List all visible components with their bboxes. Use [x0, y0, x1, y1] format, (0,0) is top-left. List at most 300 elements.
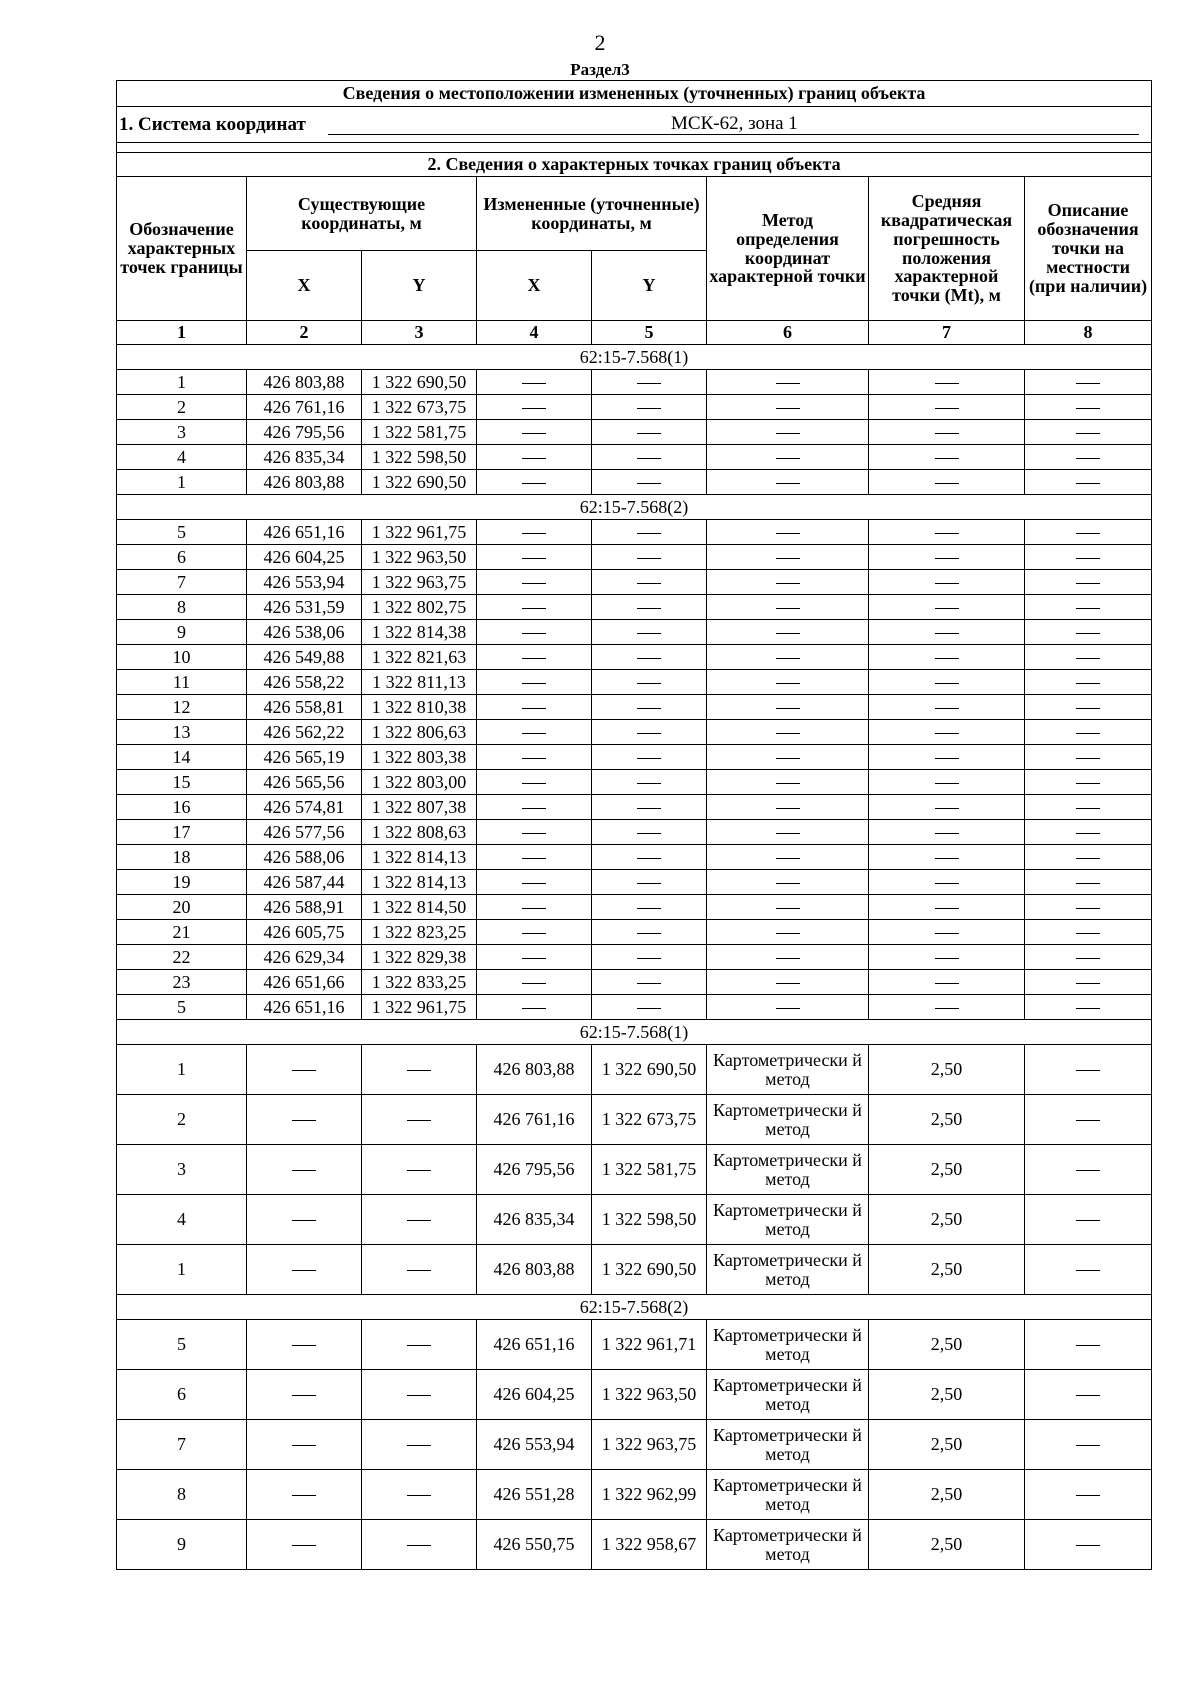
empty-value-cell [477, 795, 592, 820]
table-cell: 1 322 811,13 [362, 670, 477, 695]
dash-mark [292, 1120, 316, 1121]
col-header-designation: Обозначение характерных точек границы [117, 177, 247, 321]
table-cell: 1 322 807,38 [362, 795, 477, 820]
empty-value-cell [869, 870, 1025, 895]
table-cell: 426 587,44 [247, 870, 362, 895]
empty-value-cell [707, 895, 869, 920]
empty-value-cell [1025, 1145, 1152, 1195]
dash-mark [637, 958, 661, 959]
table-cell: Картометрически й метод [707, 1045, 869, 1095]
empty-value-cell [477, 595, 592, 620]
empty-value-cell [707, 670, 869, 695]
dash-mark [522, 608, 546, 609]
empty-value-cell [1025, 1370, 1152, 1420]
table-cell: 1 [117, 470, 247, 495]
dash-mark [1076, 658, 1100, 659]
empty-value-cell [247, 1370, 362, 1420]
empty-value-cell [707, 470, 869, 495]
parcel-label: 62:15-7.568(1) [117, 345, 1152, 370]
empty-value-cell [1025, 1245, 1152, 1295]
table-row [117, 695, 1152, 720]
table-cell: 426 761,16 [247, 395, 362, 420]
empty-value-cell [592, 370, 707, 395]
table-row [117, 1470, 1152, 1520]
dash-mark [776, 458, 800, 459]
dash-mark [522, 483, 546, 484]
empty-value-cell [477, 870, 592, 895]
empty-value-cell [592, 395, 707, 420]
dash-mark [522, 758, 546, 759]
dash-mark [522, 408, 546, 409]
empty-value-cell [707, 570, 869, 595]
empty-value-cell [707, 795, 869, 820]
table-cell: 2,50 [869, 1245, 1025, 1295]
table-row [117, 1095, 1152, 1145]
dash-mark [1076, 683, 1100, 684]
empty-value-cell [477, 470, 592, 495]
table-cell: 1 322 962,99 [592, 1470, 707, 1520]
dash-mark [522, 858, 546, 859]
empty-value-cell [477, 645, 592, 670]
table-cell: 1 322 814,38 [362, 620, 477, 645]
empty-value-cell [869, 970, 1025, 995]
empty-value-cell [477, 720, 592, 745]
table-cell: 426 558,81 [247, 695, 362, 720]
empty-value-cell [477, 770, 592, 795]
dash-mark [522, 933, 546, 934]
empty-value-cell [869, 920, 1025, 945]
table-cell: 7 [117, 570, 247, 595]
section-title: Раздел3 [570, 60, 630, 79]
dash-mark [1076, 558, 1100, 559]
coord-system-value: МСК-62, зона 1 [328, 114, 1139, 135]
empty-value-cell [869, 845, 1025, 870]
empty-value-cell [869, 995, 1025, 1020]
table-cell: 426 562,22 [247, 720, 362, 745]
empty-value-cell [477, 895, 592, 920]
empty-value-cell [1025, 1470, 1152, 1520]
table-cell: 1 322 961,75 [362, 520, 477, 545]
dash-mark [776, 433, 800, 434]
dash-mark [935, 983, 959, 984]
empty-value-cell [1025, 1045, 1152, 1095]
group-label-row [117, 345, 1152, 370]
dash-mark [935, 908, 959, 909]
table-cell: 1 322 829,38 [362, 945, 477, 970]
table-cell: 7 [117, 1420, 247, 1470]
table-cell: 17 [117, 820, 247, 845]
table-cell: 426 549,88 [247, 645, 362, 670]
table-cell: 3 [117, 1145, 247, 1195]
empty-value-cell [362, 1045, 477, 1095]
empty-value-cell [477, 745, 592, 770]
table-row [117, 745, 1152, 770]
dash-mark [637, 858, 661, 859]
dash-mark [776, 783, 800, 784]
dash-mark [637, 833, 661, 834]
dash-mark [1076, 758, 1100, 759]
dash-mark [407, 1545, 431, 1546]
col-number: 8 [1025, 321, 1152, 345]
dash-mark [776, 833, 800, 834]
table-cell: 426 538,06 [247, 620, 362, 645]
empty-value-cell [707, 870, 869, 895]
dash-mark [1076, 833, 1100, 834]
empty-value-cell [869, 420, 1025, 445]
dash-mark [935, 658, 959, 659]
col-number: 1 [117, 321, 247, 345]
empty-value-cell [477, 845, 592, 870]
dash-mark [935, 958, 959, 959]
empty-value-cell [707, 520, 869, 545]
empty-value-cell [1025, 870, 1152, 895]
dash-mark [407, 1170, 431, 1171]
dash-mark [1076, 1445, 1100, 1446]
dash-mark [637, 708, 661, 709]
dash-mark [935, 533, 959, 534]
empty-value-cell [592, 545, 707, 570]
dash-mark [292, 1445, 316, 1446]
spacer-row [117, 143, 1152, 153]
dash-mark [637, 783, 661, 784]
empty-value-cell [1025, 620, 1152, 645]
empty-value-cell [477, 920, 592, 945]
table-cell: 11 [117, 670, 247, 695]
empty-value-cell [592, 570, 707, 595]
col-number: 4 [477, 321, 592, 345]
dash-mark [637, 383, 661, 384]
dash-mark [935, 858, 959, 859]
empty-value-cell [362, 1320, 477, 1370]
col-header-error: Средняя квадратическая погрешность положения характерной точки (Mt), м [869, 177, 1025, 321]
dash-mark [935, 1008, 959, 1009]
empty-value-cell [1025, 1195, 1152, 1245]
boundary-table [116, 80, 1152, 1570]
empty-value-cell [592, 620, 707, 645]
dash-mark [935, 558, 959, 559]
col-header-existing-x: X [247, 251, 362, 321]
dash-mark [935, 758, 959, 759]
empty-value-cell [1025, 370, 1152, 395]
table-cell: 4 [117, 445, 247, 470]
table-row [117, 670, 1152, 695]
table-cell: 9 [117, 1520, 247, 1570]
dash-mark [522, 583, 546, 584]
table-cell: Картометрически й метод [707, 1470, 869, 1520]
empty-value-cell [1025, 945, 1152, 970]
dash-mark [522, 883, 546, 884]
table-cell: 1 322 690,50 [592, 1245, 707, 1295]
dash-mark [1076, 883, 1100, 884]
empty-value-cell [707, 720, 869, 745]
dash-mark [776, 583, 800, 584]
dash-mark [292, 1070, 316, 1071]
table-row [117, 820, 1152, 845]
col-number: 5 [592, 321, 707, 345]
table-cell: 1 322 810,38 [362, 695, 477, 720]
dash-mark [292, 1495, 316, 1496]
empty-value-cell [362, 1145, 477, 1195]
empty-value-cell [362, 1095, 477, 1145]
table-cell: 1 322 806,63 [362, 720, 477, 745]
table-row [117, 970, 1152, 995]
table-row [117, 1195, 1152, 1245]
table-row [117, 1520, 1152, 1570]
table-cell: 426 651,66 [247, 970, 362, 995]
table-cell: 426 605,75 [247, 920, 362, 945]
empty-value-cell [592, 670, 707, 695]
dash-mark [637, 683, 661, 684]
empty-value-cell [1025, 770, 1152, 795]
dash-mark [522, 533, 546, 534]
dash-mark [407, 1445, 431, 1446]
empty-value-cell [592, 820, 707, 845]
dash-mark [935, 483, 959, 484]
empty-value-cell [592, 970, 707, 995]
table-row [117, 620, 1152, 645]
empty-value-cell [1025, 1095, 1152, 1145]
dash-mark [637, 758, 661, 759]
empty-value-cell [869, 695, 1025, 720]
table-row [117, 1320, 1152, 1370]
empty-value-cell [592, 845, 707, 870]
empty-value-cell [477, 620, 592, 645]
col-number: 7 [869, 321, 1025, 345]
table-cell: 2,50 [869, 1095, 1025, 1145]
empty-value-cell [707, 745, 869, 770]
table-row [117, 870, 1152, 895]
table-cell: 1 [117, 370, 247, 395]
table-cell: 1 [117, 1245, 247, 1295]
dash-mark [776, 558, 800, 559]
empty-value-cell [477, 570, 592, 595]
dash-mark [522, 833, 546, 834]
empty-value-cell [707, 995, 869, 1020]
dash-mark [637, 883, 661, 884]
empty-value-cell [477, 695, 592, 720]
table-cell: 426 551,28 [477, 1470, 592, 1520]
dash-mark [776, 733, 800, 734]
table-row [117, 370, 1152, 395]
dash-mark [1076, 908, 1100, 909]
empty-value-cell [592, 445, 707, 470]
empty-value-cell [592, 895, 707, 920]
table-cell: Картометрически й метод [707, 1370, 869, 1420]
table-cell: 1 322 833,25 [362, 970, 477, 995]
table-cell: 18 [117, 845, 247, 870]
table-cell: 5 [117, 520, 247, 545]
group-label-row [117, 495, 1152, 520]
table-cell: 1 322 690,50 [362, 370, 477, 395]
dash-mark [522, 808, 546, 809]
dash-mark [935, 683, 959, 684]
dash-mark [776, 933, 800, 934]
table-cell: Картометрически й метод [707, 1095, 869, 1145]
dash-mark [292, 1220, 316, 1221]
table-cell: 426 553,94 [477, 1420, 592, 1470]
col-number: 3 [362, 321, 477, 345]
coord-system-row [117, 107, 1152, 143]
dash-mark [935, 433, 959, 434]
table-cell: 22 [117, 945, 247, 970]
col-number: 6 [707, 321, 869, 345]
table-cell: 5 [117, 1320, 247, 1370]
dash-mark [1076, 383, 1100, 384]
table-cell: 2,50 [869, 1145, 1025, 1195]
table-cell: 2 [117, 395, 247, 420]
dash-mark [935, 583, 959, 584]
empty-value-cell [707, 370, 869, 395]
empty-value-cell [1025, 1320, 1152, 1370]
table-row [117, 470, 1152, 495]
dash-mark [1076, 1220, 1100, 1221]
table-cell: 10 [117, 645, 247, 670]
table-cell: 426 651,16 [477, 1320, 592, 1370]
empty-value-cell [592, 995, 707, 1020]
table-cell: 2,50 [869, 1520, 1025, 1570]
table-cell: 426 604,25 [477, 1370, 592, 1420]
dash-mark [935, 733, 959, 734]
empty-value-cell [1025, 820, 1152, 845]
col-numbers-row [117, 321, 1152, 345]
dash-mark [1076, 808, 1100, 809]
empty-value-cell [1025, 545, 1152, 570]
dash-mark [1076, 733, 1100, 734]
dash-mark [1076, 458, 1100, 459]
empty-value-cell [1025, 445, 1152, 470]
table-cell: 2,50 [869, 1045, 1025, 1095]
table-cell: 426 803,88 [247, 470, 362, 495]
empty-value-cell [477, 520, 592, 545]
empty-value-cell [592, 420, 707, 445]
dash-mark [776, 658, 800, 659]
coord-system-label: 1. Система координат [119, 114, 306, 136]
col-header-changed: Измененные (уточненные) координаты, м [477, 177, 707, 251]
table-cell: 1 322 814,13 [362, 870, 477, 895]
table-cell: 1 322 690,50 [592, 1045, 707, 1095]
empty-value-cell [707, 545, 869, 570]
empty-value-cell [247, 1420, 362, 1470]
dash-mark [776, 683, 800, 684]
col-header-changed-x: X [477, 251, 592, 321]
dash-mark [1076, 1270, 1100, 1271]
table-cell: 426 604,25 [247, 545, 362, 570]
table-cell: 1 322 581,75 [362, 420, 477, 445]
table-cell: 2,50 [869, 1320, 1025, 1370]
table-cell: Картометрически й метод [707, 1195, 869, 1245]
dash-mark [292, 1545, 316, 1546]
empty-value-cell [869, 570, 1025, 595]
dash-mark [1076, 1545, 1100, 1546]
dash-mark [407, 1070, 431, 1071]
dash-mark [1076, 408, 1100, 409]
table-cell: 1 322 690,50 [362, 470, 477, 495]
table-cell: 426 531,59 [247, 595, 362, 620]
empty-value-cell [247, 1145, 362, 1195]
table-cell: 426 795,56 [247, 420, 362, 445]
table-cell: 16 [117, 795, 247, 820]
dash-mark [1076, 533, 1100, 534]
empty-value-cell [592, 945, 707, 970]
dash-mark [1076, 433, 1100, 434]
parcel-label: 62:15-7.568(2) [117, 1295, 1152, 1320]
dash-mark [522, 958, 546, 959]
empty-value-cell [247, 1520, 362, 1570]
empty-value-cell [477, 445, 592, 470]
table-row [117, 445, 1152, 470]
empty-value-cell [707, 395, 869, 420]
dash-mark [776, 1008, 800, 1009]
dash-mark [637, 433, 661, 434]
dash-mark [1076, 783, 1100, 784]
empty-value-cell [707, 595, 869, 620]
empty-value-cell [362, 1470, 477, 1520]
empty-value-cell [362, 1195, 477, 1245]
dash-mark [1076, 1008, 1100, 1009]
points-header: 2. Сведения о характерных точках границ объекта [117, 153, 1152, 177]
table-cell: Картометрически й метод [707, 1420, 869, 1470]
table-cell: 2 [117, 1095, 247, 1145]
table-cell: 3 [117, 420, 247, 445]
empty-value-cell [1025, 395, 1152, 420]
dash-mark [935, 383, 959, 384]
col-number: 2 [247, 321, 362, 345]
table-cell: 1 322 598,50 [592, 1195, 707, 1245]
empty-value-cell [869, 595, 1025, 620]
empty-value-cell [707, 645, 869, 670]
table-row [117, 1370, 1152, 1420]
empty-value-cell [707, 420, 869, 445]
dash-mark [522, 708, 546, 709]
table-cell: 14 [117, 745, 247, 770]
table-cell: 1 322 673,75 [592, 1095, 707, 1145]
dash-mark [637, 483, 661, 484]
empty-value-cell [247, 1195, 362, 1245]
dash-mark [935, 883, 959, 884]
table-cell: 2,50 [869, 1195, 1025, 1245]
dash-mark [522, 383, 546, 384]
dash-mark [1076, 1170, 1100, 1171]
table-cell: 8 [117, 595, 247, 620]
dash-mark [935, 783, 959, 784]
empty-value-cell [869, 470, 1025, 495]
table-cell: 1 322 963,75 [362, 570, 477, 595]
dash-mark [637, 608, 661, 609]
dash-mark [292, 1270, 316, 1271]
table-row [117, 720, 1152, 745]
table-cell: 6 [117, 545, 247, 570]
empty-value-cell [869, 545, 1025, 570]
dash-mark [776, 383, 800, 384]
table-cell: 426 651,16 [247, 995, 362, 1020]
empty-value-cell [1025, 895, 1152, 920]
dash-mark [522, 733, 546, 734]
col-header-existing-y: Y [362, 251, 477, 321]
dash-mark [1076, 583, 1100, 584]
dash-mark [776, 758, 800, 759]
dash-mark [522, 558, 546, 559]
table-cell: 1 322 963,75 [592, 1420, 707, 1470]
empty-value-cell [1025, 420, 1152, 445]
empty-value-cell [869, 645, 1025, 670]
empty-value-cell [1025, 570, 1152, 595]
empty-value-cell [707, 695, 869, 720]
dash-mark [776, 483, 800, 484]
table-cell: 1 322 808,63 [362, 820, 477, 845]
table-row [117, 920, 1152, 945]
table-cell: 1 322 958,67 [592, 1520, 707, 1570]
dash-mark [1076, 483, 1100, 484]
